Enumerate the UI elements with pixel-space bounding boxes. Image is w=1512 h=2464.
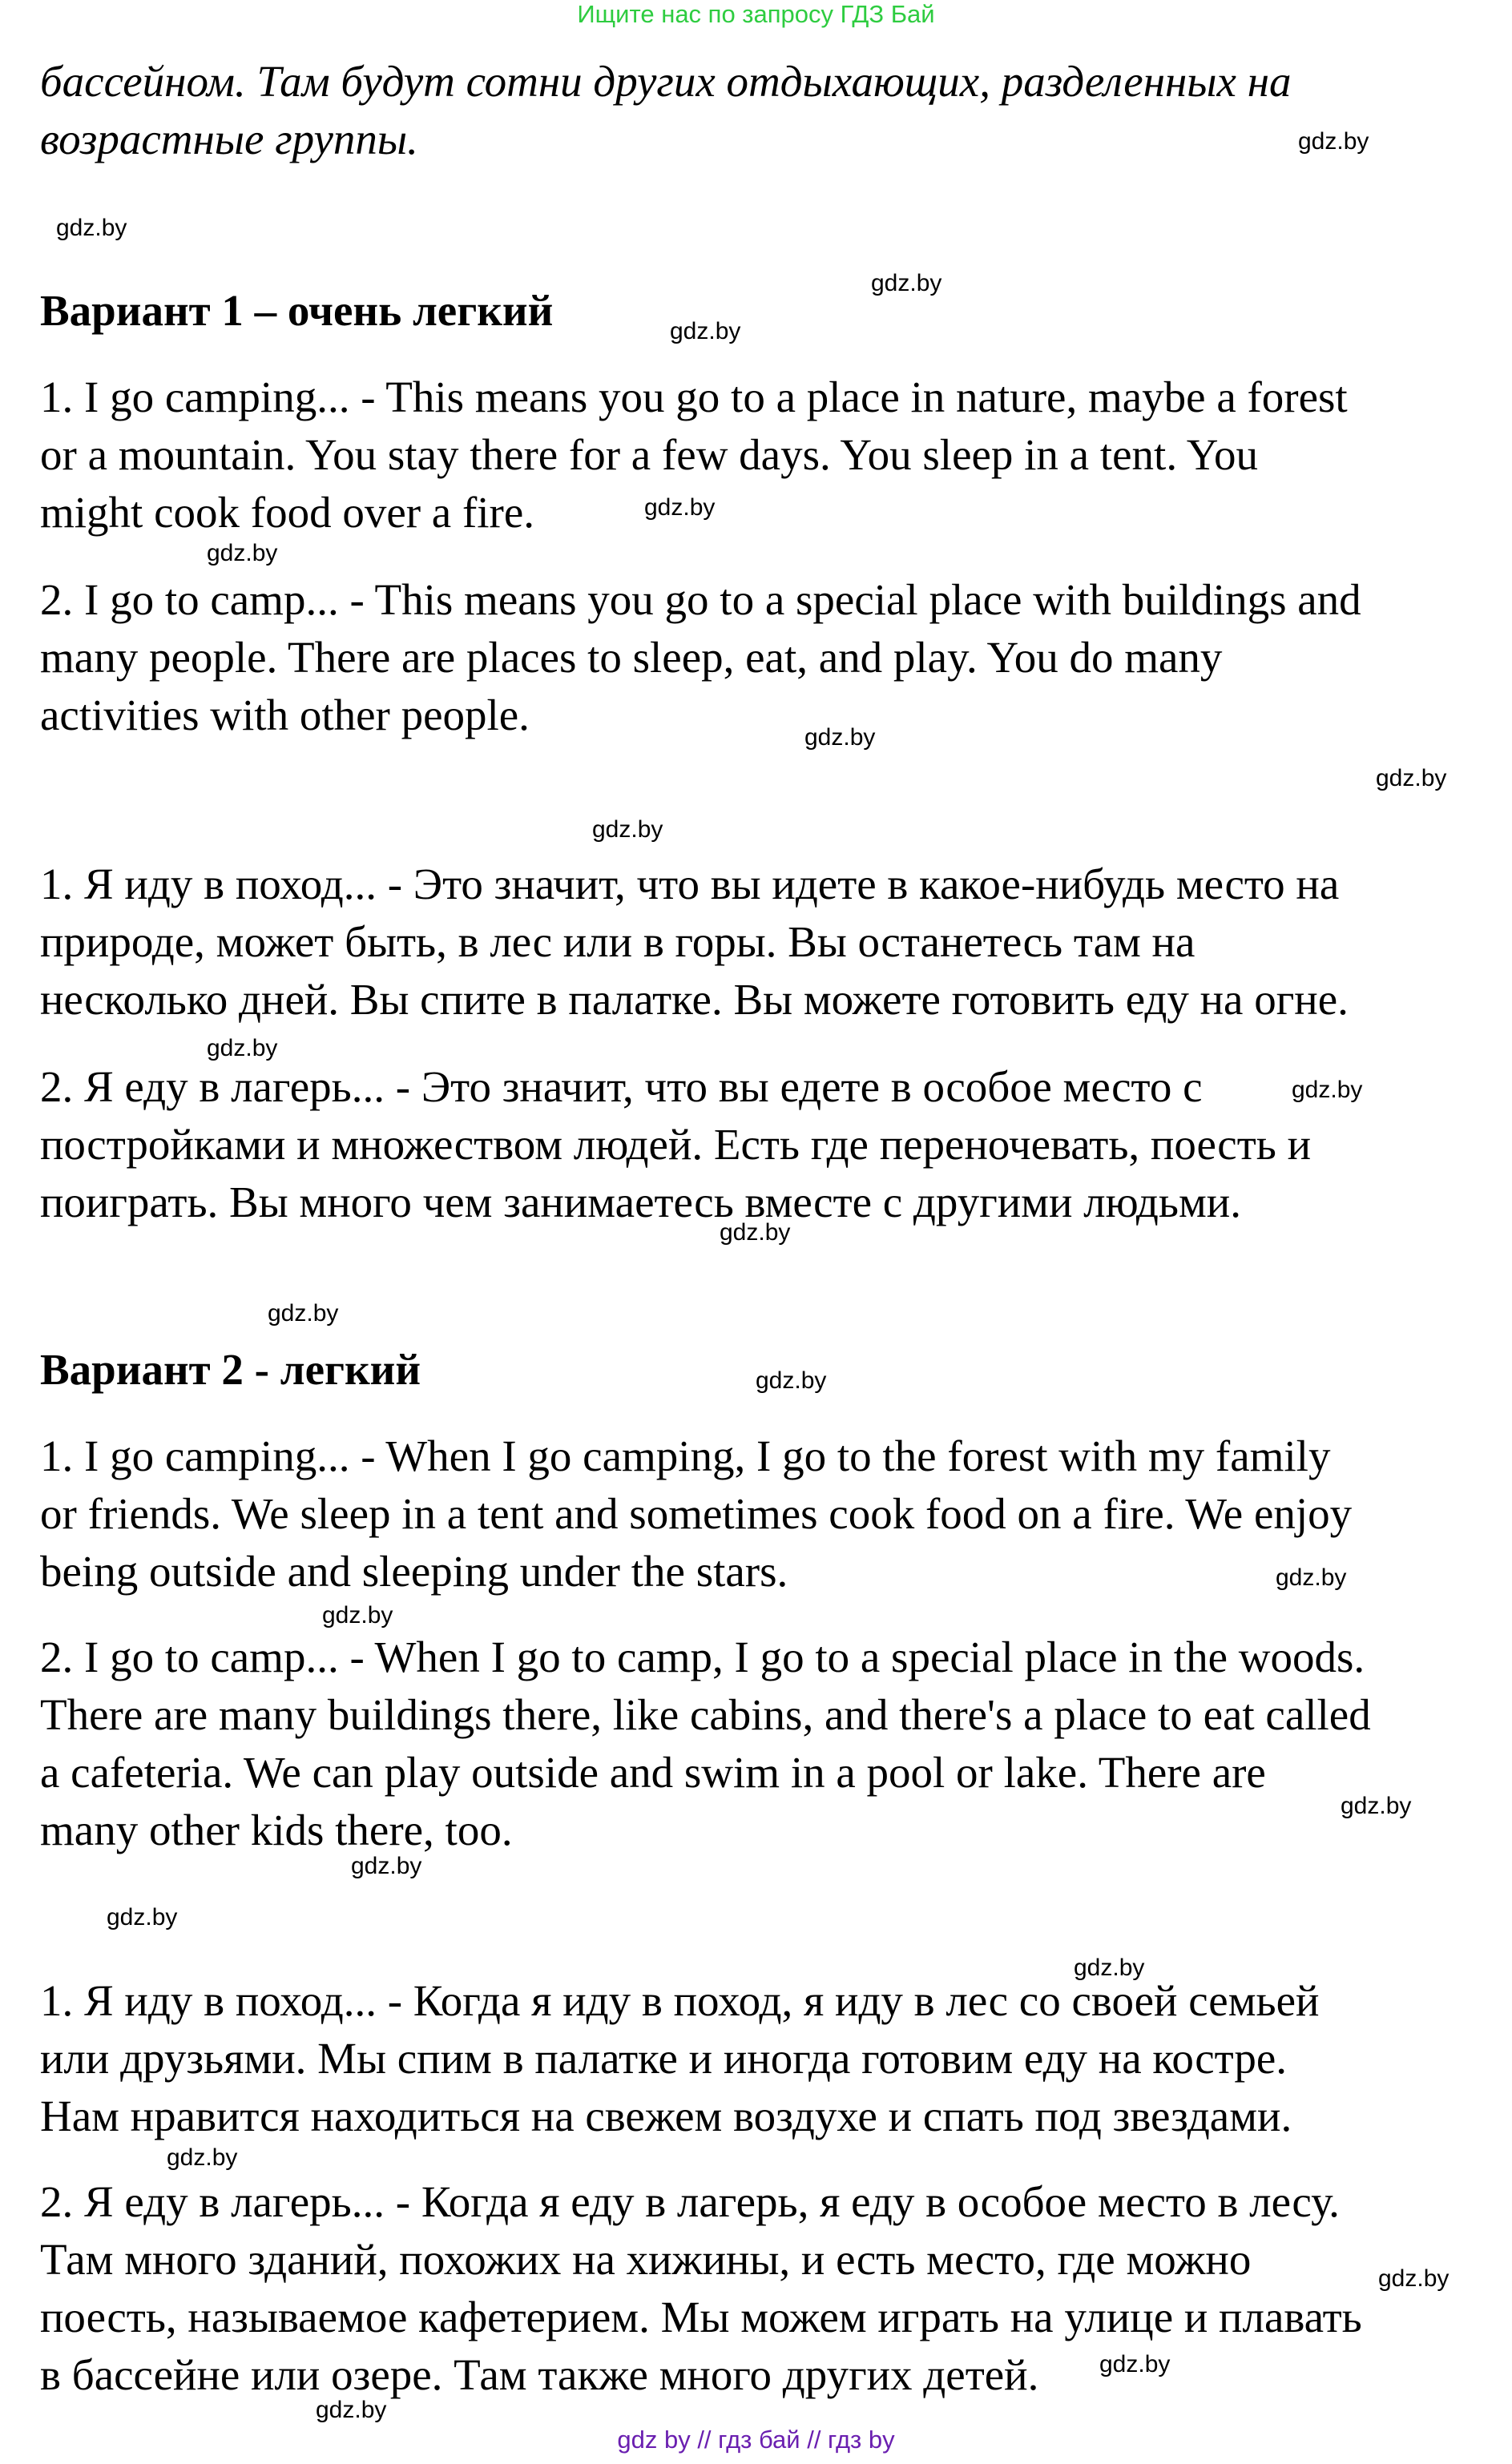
- watermark: gdz.by: [1074, 1955, 1145, 1981]
- watermark: gdz.by: [670, 318, 741, 344]
- watermark: gdz.by: [720, 1219, 791, 1246]
- variant2-en-item2: 2. I go to camp... - When I go to camp, I go to a special place in the woods. There are many buildings there, like cabins, and there's a place to eat called a cafeteria. We can play outside and swim in a pool or lake. There are many other kids there, too.: [40, 1633, 1371, 1854]
- watermark: gdz.by: [1376, 765, 1447, 791]
- variant2-ru-item1: 1. Я иду в поход... - Когда я иду в поход, я иду в лес со своей семьей или друзьями. Мы спим в палатке и иногда готовим еду на костре. Нам нравится находиться на свежем воздухе и спать под звездами.: [40, 1976, 1320, 2140]
- footer-links[interactable]: gdz by // гдз бай // гдз by: [617, 2426, 895, 2454]
- watermark: gdz.by: [107, 1904, 178, 1931]
- variant1-en-item1: 1. I go camping... - This means you go to a place in nature, maybe a forest or a mountain. You stay there for a few days. You sleep in a tent. You might cook food over a fire.: [40, 372, 1348, 537]
- watermark: gdz.by: [316, 2397, 387, 2423]
- watermark: gdz.by: [322, 1602, 393, 1629]
- watermark: gdz.by: [644, 494, 716, 521]
- watermark: gdz.by: [167, 2144, 238, 2171]
- variant2-en-item1: 1. I go camping... - When I go camping, I go to the forest with my family or friends. We sleep in a tent and sometimes cook food on a fire. We enjoy being outside and sleeping under the stars.: [40, 1431, 1353, 1596]
- variant1-en-item2: 2. I go to camp... - This means you go to a special place with buildings and many people. There are places to sleep, eat, and play. You do many activities with other people.: [40, 575, 1361, 739]
- watermark: gdz.by: [56, 215, 127, 241]
- watermark: gdz.by: [592, 816, 663, 843]
- watermark: gdz.by: [804, 724, 876, 751]
- watermark: gdz.by: [1292, 1077, 1363, 1103]
- top-banner: Ищите нас по запросу ГДЗ Бай: [577, 0, 935, 28]
- watermark: gdz.by: [268, 1300, 339, 1327]
- variant1-ru-item1: 1. Я иду в поход... - Это значит, что вы идете в какое-нибудь место на природе, может быть, в лес или в горы. Вы останетесь там на несколько дней. Вы спите в палатке. Вы можете готовить еду на огне.: [40, 860, 1349, 1024]
- watermark: gdz.by: [756, 1367, 827, 1394]
- watermark: gdz.by: [1298, 128, 1369, 155]
- watermark: gdz.by: [1378, 2265, 1450, 2292]
- variant1-heading: Вариант 1 – очень легкий: [40, 286, 554, 335]
- variant2-heading: Вариант 2 - легкий: [40, 1345, 421, 1394]
- watermark: gdz.by: [1341, 1793, 1412, 1819]
- watermark: gdz.by: [1276, 1564, 1347, 1591]
- watermark: gdz.by: [871, 270, 942, 296]
- intro-paragraph: бассейном. Там будут сотни других отдыхающих, разделенных на возрастные группы.: [40, 57, 1292, 163]
- variant1-ru-item2: 2. Я еду в лагерь... - Это значит, что вы едете в особое место с постройками и множеством людей. Есть где переночевать, поесть и поиграть. Вы много чем занимаетесь вместе с другими людьми.: [40, 1062, 1312, 1226]
- watermark: gdz.by: [351, 1853, 422, 1879]
- watermark: gdz.by: [207, 1035, 278, 1061]
- variant2-ru-item2: 2. Я еду в лагерь... - Когда я еду в лагерь, я еду в особое место в лесу. Там много зданий, похожих на хижины, и есть место, где можно поесть, называемое кафетерием. Мы можем играть на улице и плавать в бассейне или озере. Там также много других детей.: [40, 2177, 1362, 2399]
- watermark: gdz.by: [1099, 2351, 1171, 2377]
- watermark: gdz.by: [207, 540, 278, 566]
